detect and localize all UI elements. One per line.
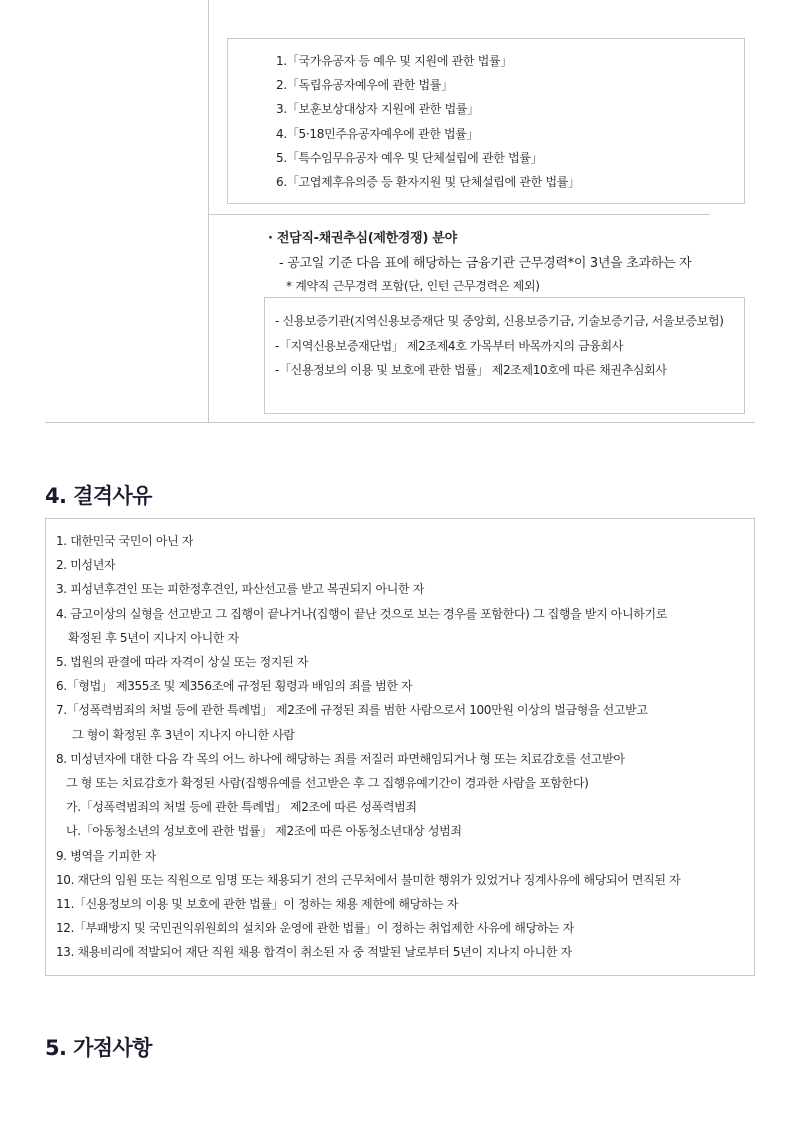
disqualification-item-continuation: 그 형 또는 치료감호가 확정된 사람(집행유예를 선고받은 후 그 집행유예기간이 경과한 사람을 포함한다) bbox=[66, 776, 589, 791]
table-row-divider bbox=[209, 214, 710, 215]
disqualification-item: 9. 병역을 기피한 자 bbox=[56, 848, 156, 863]
law-item: 1.「국가유공자 등 예우 및 지원에 관한 법률」 bbox=[276, 54, 513, 68]
law-item: 5.「특수임무유공자 예우 및 단체설립에 관한 법률」 bbox=[276, 150, 543, 165]
disqualification-item: 10. 재단의 임원 또는 직원으로 임명 또는 채용되기 전의 근무처에서 불미한 행위가 있었거나 징계사유에 해당되어 면직된 자 bbox=[56, 872, 681, 887]
section-4-title: 4. 결격사유 bbox=[45, 484, 152, 508]
disqualification-item: 12.「부패방지 및 국민권익위원회의 설치와 운영에 관한 법률」이 정하는 취업제한 사유에 해당하는 자 bbox=[56, 921, 574, 936]
specialist-note: * 계약직 근무경력 포함(단, 인턴 근무경력은 제외) bbox=[286, 279, 540, 293]
disqualification-item: 1. 대한민국 국민이 아닌 자 bbox=[56, 534, 194, 548]
disqualification-subitem: 가.「성폭력범죄의 처벌 등에 관한 특례법」 제2조에 따른 성폭력범죄 bbox=[66, 800, 417, 815]
disqualification-item: 2. 미성년자 bbox=[56, 558, 116, 573]
law-item: 2.「독립유공자예우에 관한 법률」 bbox=[276, 78, 453, 93]
institution-item: - 신용보증기관(지역신용보증재단 및 중앙회, 신용보증기금, 기술보증기금, 서울보증보험) bbox=[275, 314, 724, 328]
law-item: 4.「5·18민주유공자예우에 관한 법률」 bbox=[276, 126, 479, 141]
specialist-category-title: · 전담직-채권추심(제한경쟁) 분야 bbox=[268, 231, 457, 246]
institution-item: -「지역신용보증재단법」 제2조제4호 가목부터 바목까지의 금융회사 bbox=[275, 338, 624, 353]
disqualification-item-continuation: 그 형이 확정된 후 3년이 지나지 아니한 사람 bbox=[72, 727, 295, 742]
disqualification-item: 3. 피성년후견인 또는 피한정후견인, 파산선고를 받고 복권되지 아니한 자 bbox=[56, 582, 424, 597]
disqualification-subitem: 나.「아동청소년의 성보호에 관한 법률」 제2조에 따른 아동청소년대상 성범죄 bbox=[66, 824, 462, 839]
table-column-divider bbox=[208, 0, 209, 422]
disqualification-item: 5. 법원의 판결에 따라 자격이 상실 또는 정지된 자 bbox=[56, 655, 309, 670]
disqualification-item: 7.「성폭력범죄의 처벌 등에 관한 특례법」 제2조에 규정된 죄를 범한 사람으로서 100만원 이상의 벌금형을 선고받고 bbox=[56, 703, 648, 718]
disqualification-item-continuation: 확정된 후 5년이 지나지 아니한 자 bbox=[68, 630, 239, 645]
disqualification-item: 11.「신용정보의 이용 및 보호에 관한 법률」이 정하는 채용 제한에 해당하는 자 bbox=[56, 897, 458, 912]
veterans-laws-box bbox=[227, 38, 745, 204]
financial-institutions-box bbox=[264, 297, 745, 414]
section-5-title: 5. 가점사항 bbox=[45, 1036, 152, 1060]
disqualification-item: 4. 금고이상의 실형을 선고받고 그 집행이 끝나거나(집행이 끝난 것으로 보는 경우를 포함한다) 그 집행을 받지 아니하기로 bbox=[56, 606, 668, 621]
law-item: 6.「고엽제후유의증 등 환자지원 및 단체설립에 관한 법률」 bbox=[276, 175, 580, 190]
law-item: 3.「보훈보상대상자 지원에 관한 법률」 bbox=[276, 102, 479, 117]
disqualification-item: 6.「형법」 제355조 및 제356조에 규정된 횡령과 배임의 죄를 범한 자 bbox=[56, 679, 413, 694]
specialist-requirement: - 공고일 기준 다음 표에 해당하는 금융기관 근무경력*이 3년을 초과하는 자 bbox=[279, 256, 692, 271]
disqualification-item: 13. 채용비리에 적발되어 재단 직원 채용 합격이 취소된 자 중 적발된 날로부터 5년이 지나지 아니한 자 bbox=[56, 945, 572, 960]
disqualification-box bbox=[45, 518, 755, 976]
institution-item: -「신용정보의 이용 및 보호에 관한 법률」 제2조제10호에 따른 채권추심회사 bbox=[275, 363, 667, 377]
disqualification-item: 8. 미성년자에 대한 다음 각 목의 어느 하나에 해당하는 죄를 저질러 파면해임되거나 형 또는 치료감호를 선고받아 bbox=[56, 751, 625, 766]
